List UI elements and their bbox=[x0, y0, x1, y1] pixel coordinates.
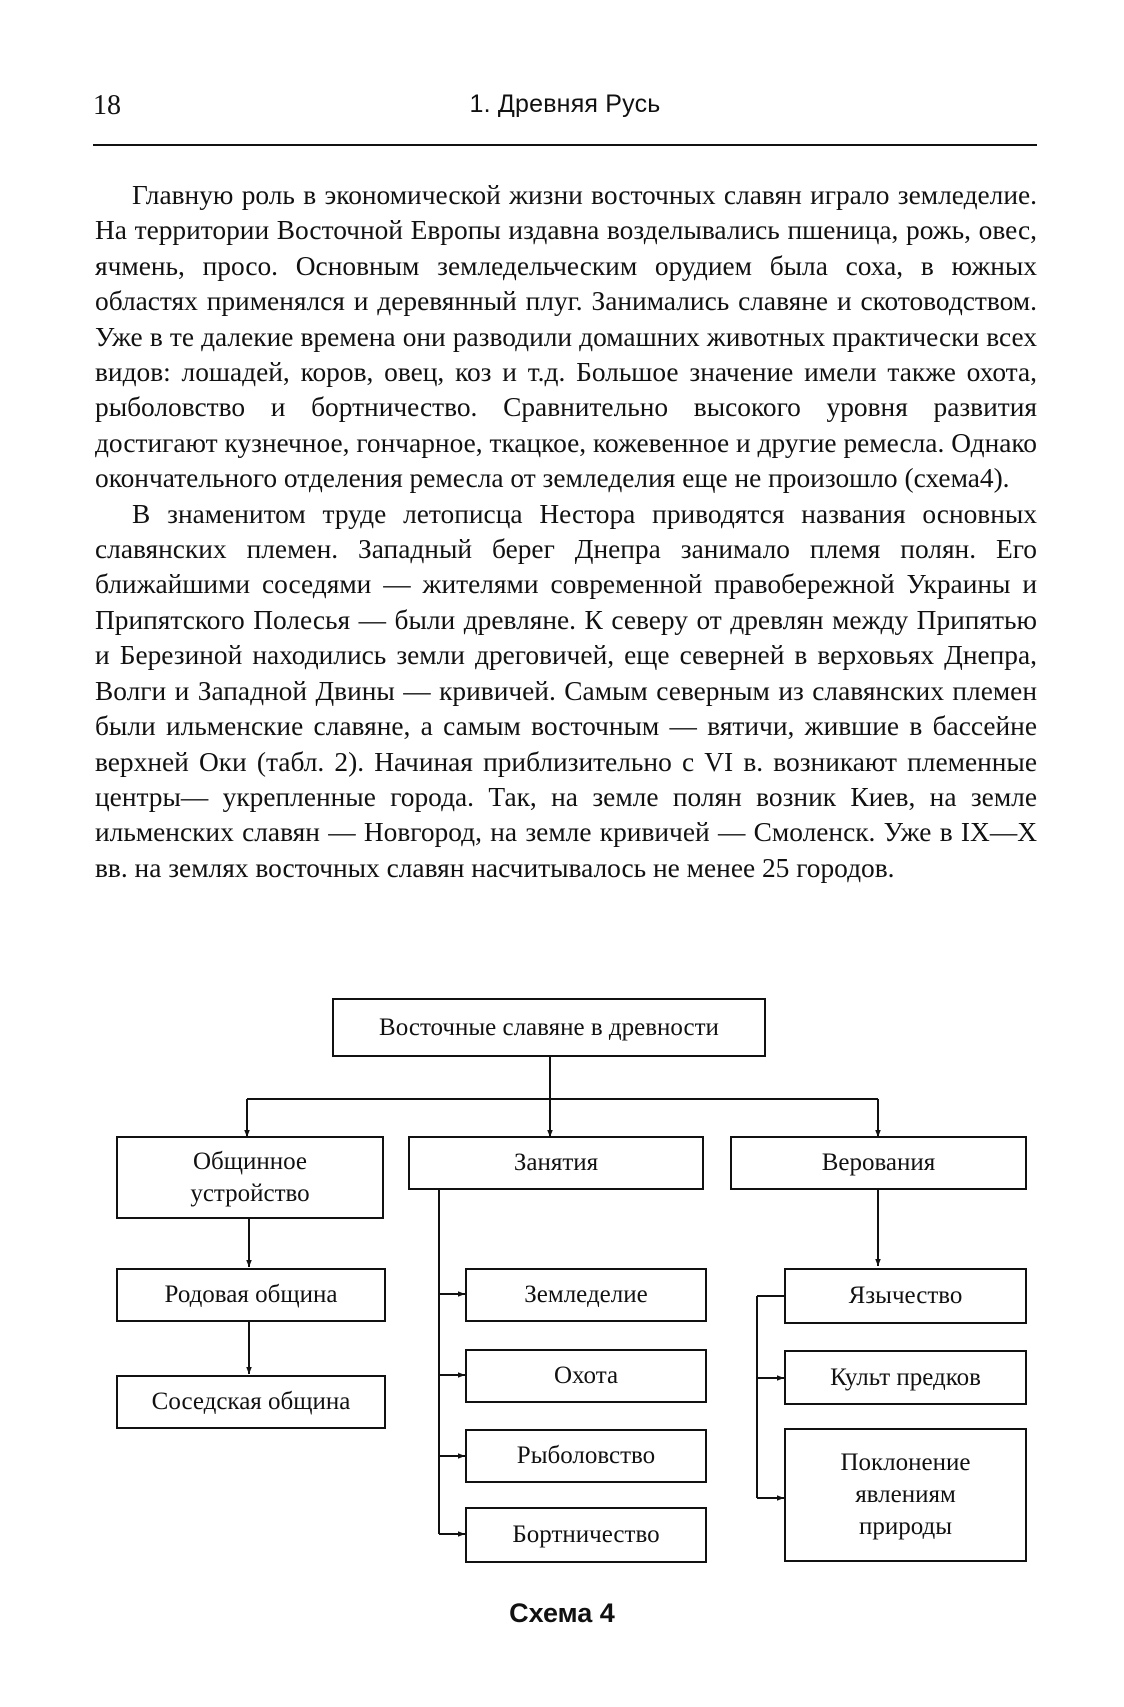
box-kult-predkov: Культ предков bbox=[784, 1350, 1027, 1405]
branch-box-verovaniya: Верования bbox=[730, 1136, 1027, 1190]
box-rodovaya-obshchina: Родовая община bbox=[116, 1268, 386, 1322]
box-bortnichestvo: Бортничество bbox=[465, 1507, 707, 1563]
paragraph-1: Главную роль в экономической жизни восточных славян играло земледелие. На территории Восточной Европы издавна возделывались пшеница, рожь, овес, ячмень, просо. Основным земледельческим орудием была соха, в южных областях применялся и деревянный плуг. Занимались славяне и скотоводством. Уже в те далекие времена они разводили домашних животных практически всех видов: лошадей, коров, овец, коз и т.д. Большое значение имели также охота, рыболовство и бортничество. Сравнительно высокого уровня развития достигают кузнечное, гончарное, ткацкое, кожевенное и другие ремесла. Однако окончательного отделения ремесла от земледелия еще не произошло (схема4). bbox=[95, 180, 1037, 494]
box-rybolovstvo: Рыболовство bbox=[465, 1429, 707, 1483]
diagram-caption: Схема 4 bbox=[509, 1598, 615, 1628]
page-number: 18 bbox=[93, 90, 121, 121]
box-poklonenie: Поклонение явлениям природы bbox=[784, 1428, 1027, 1562]
paragraph-2: В знаменитом труде летописца Нестора приводятся названия основных славянских племен. Западный берег Днепра занимало племя полян. Его ближайшими соседями — жителями современной правобережной Украины и Припятского Полесья — были древляне. К северу от древлян между Припятью и Березиной находились земли дреговичей, еще северней в верховьях Днепра, Волги и Западной Двины — кривичей. Самым северным из славянских племен были ильменские славяне, а самым восточным — вятичи, жившие в бассейне верхней Оки (табл. 2). Начиная приблизительно с VI в. возникают племенные центры— укрепленные города. Так, на земле полян возник Киев, на земле ильменских славян — Новгород, на земле кривичей — Смоленск. Уже в IX—X вв. на землях восточных славян насчитывалось не менее 25 городов. bbox=[95, 498, 1037, 883]
box-sosedskaya-obshchina: Соседская община bbox=[116, 1375, 386, 1429]
branch-box-zanyatiya: Занятия bbox=[408, 1136, 704, 1190]
box-yazychestvo: Язычество bbox=[784, 1268, 1027, 1324]
box-okhota: Охота bbox=[465, 1349, 707, 1403]
root-box: Восточные славяне в древности bbox=[332, 998, 766, 1057]
running-title: 1. Древняя Русь bbox=[469, 90, 661, 118]
box-zemledelie: Земледелие bbox=[465, 1268, 707, 1322]
branch-box-obshchinnoe: Общинное устройство bbox=[116, 1136, 384, 1219]
